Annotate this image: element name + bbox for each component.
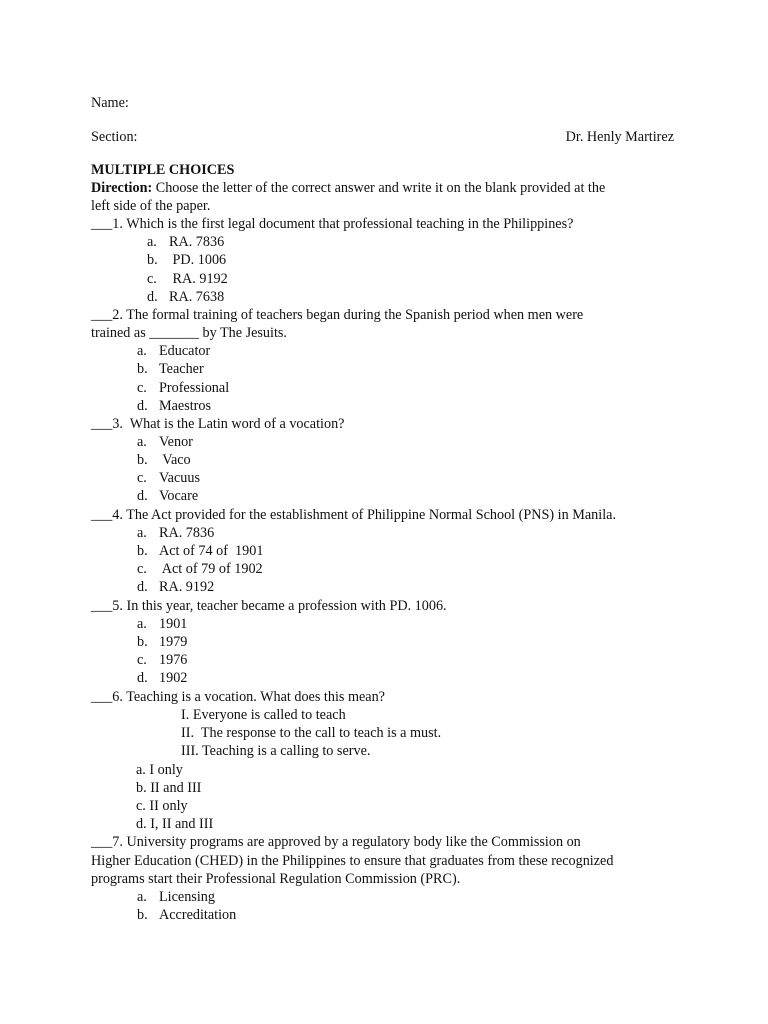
direction-label: Direction:: [91, 180, 153, 196]
option-7a: a. Licensing: [137, 889, 215, 905]
question-2-line-1: ___2. The formal training of teachers began during the Spanish period when men were: [91, 307, 584, 323]
option-4b: b. Act of 74 of 1901: [137, 543, 264, 559]
heading: MULTIPLE CHOICES: [91, 162, 235, 178]
option-3c: c. Vacuus: [137, 470, 200, 486]
author-name: Dr. Henly Martirez: [565, 129, 674, 145]
direction-line-1: [91, 179, 605, 197]
question-1: ___1. Which is the first legal document that professional teaching in the Philippines?: [91, 216, 574, 232]
option-2d: d. Maestros: [137, 398, 212, 414]
name-label: Name:: [91, 95, 129, 111]
option-5a: a. 1901: [137, 616, 188, 632]
question-5: ___5. In this year, teacher became a profession with PD. 1006.: [91, 598, 447, 614]
option-6c: c. II only: [136, 798, 188, 814]
question-4: ___4. The Act provided for the establishment of Philippine Normal School (PNS) in Manila.: [91, 507, 616, 523]
option-6d: d. I, II and III: [136, 816, 214, 832]
question-7-line-3: programs start their Professional Regulation Commission (PRC).: [91, 871, 461, 887]
option-5d: d. 1902: [137, 670, 188, 686]
question-3: ___3. What is the Latin word of a vocation?: [91, 416, 345, 432]
option-1c: c. RA. 9192: [147, 271, 228, 287]
option-4c: c. Act of 79 of 1902: [137, 561, 263, 577]
option-7b: b. Accreditation: [137, 907, 237, 923]
question-7-line-1: ___7. University programs are approved by a regulatory body like the Commission on: [91, 834, 581, 850]
direction-text: Choose the letter of the correct answer and write it on the blank provided at the: [152, 180, 606, 196]
statement-6-1: I. Everyone is called to teach: [181, 707, 346, 723]
statement-6-3: III. Teaching is a calling to serve.: [181, 743, 371, 759]
option-6b: b. II and III: [136, 780, 202, 796]
option-2c: c. Professional: [137, 380, 230, 396]
option-4d: d. RA. 9192: [137, 579, 215, 595]
question-7-line-2: Higher Education (CHED) in the Philippines to ensure that graduates from these recognized: [91, 853, 614, 869]
option-6a: a. I only: [136, 762, 183, 778]
statement-6-2: II. The response to the call to teach is a must.: [181, 725, 442, 741]
option-5b: b. 1979: [137, 634, 188, 650]
section-label: Section:: [91, 129, 138, 145]
direction-line-2: left side of the paper.: [91, 198, 211, 214]
option-3a: a. Venor: [137, 434, 193, 450]
option-1d: d. RA. 7638: [147, 289, 225, 305]
option-1a: a. RA. 7836: [147, 234, 225, 250]
option-2a: a. Educator: [137, 343, 211, 359]
option-2b: b. Teacher: [137, 361, 204, 377]
option-4a: a. RA. 7836: [137, 525, 215, 541]
option-1b: b. PD. 1006: [147, 252, 227, 268]
option-3b: b. Vaco: [137, 452, 191, 468]
option-3d: d. Vocare: [137, 488, 199, 504]
option-5c: c. 1976: [137, 652, 188, 668]
question-2-line-2: trained as _______ by The Jesuits.: [91, 325, 287, 341]
question-6: ___6. Teaching is a vocation. What does this mean?: [91, 689, 385, 705]
